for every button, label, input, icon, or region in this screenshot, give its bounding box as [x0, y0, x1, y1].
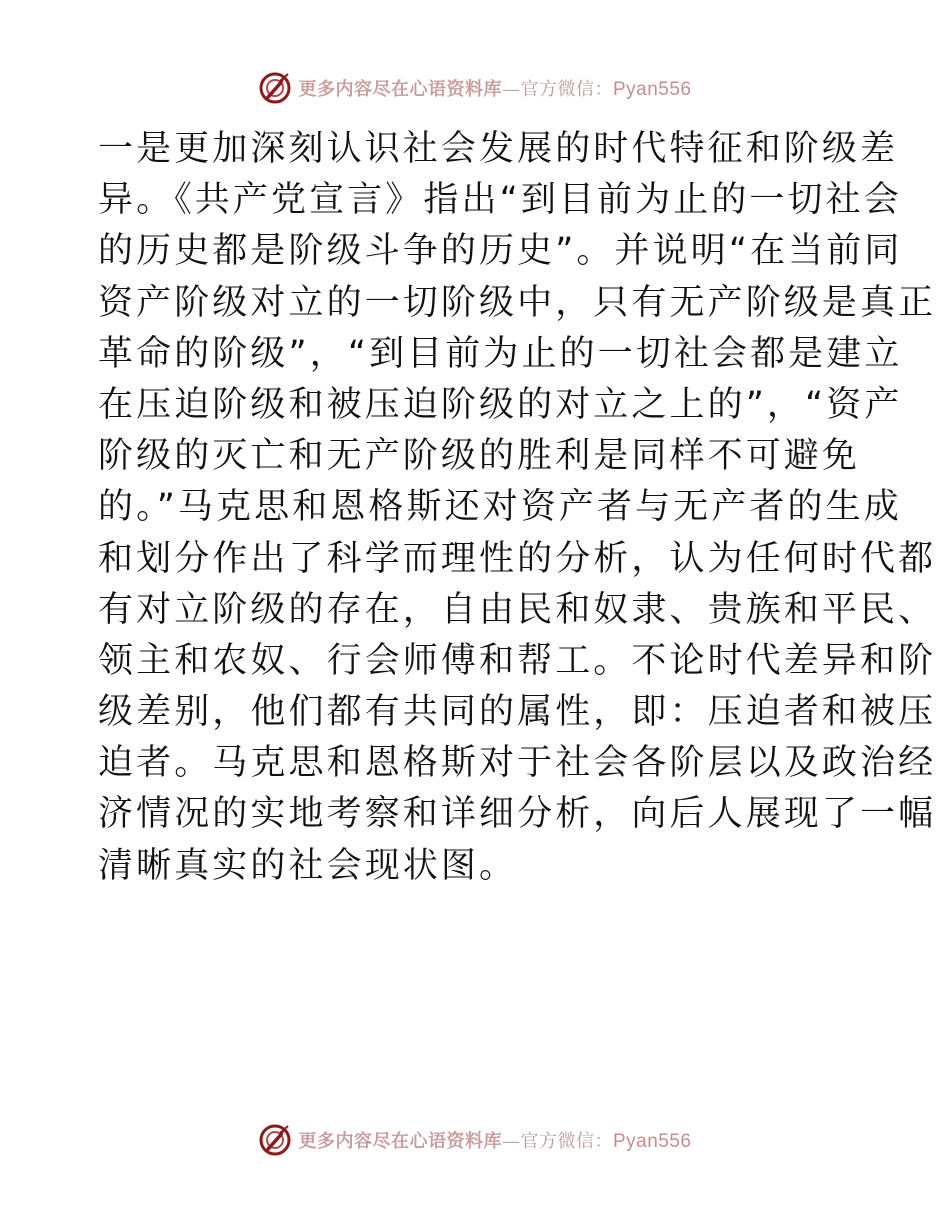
body-line: 异。《共产党宣言》指出“到目前为止的一切社会	[98, 180, 902, 221]
body-line: 一是更加深刻认识社会发展的时代特征和阶级差	[98, 129, 899, 169]
body-line: 清晰真实的社会现状图。	[98, 845, 518, 886]
body-line: 济情况的实地考察和详细分析，向后人展现了一幅	[98, 794, 937, 835]
footer-watermark	[0, 1120, 950, 1160]
body-line: 级差别，他们都有共同的属性，即：压迫者和被压	[98, 692, 937, 733]
header-watermark	[0, 68, 950, 108]
body-line: 领主和农奴、行会师傅和帮工。不论时代差异和阶	[98, 640, 937, 681]
quill-logo-icon	[258, 71, 292, 105]
body-line: 的历史都是阶级斗争的历史”。并说明“在当前同	[98, 231, 903, 272]
watermark-dash: —	[501, 79, 521, 100]
body-line: 阶级的灭亡和无产阶级的胜利是同样不可避免	[98, 436, 861, 477]
body-line: 革命的阶级”，“到目前为止的一切社会都是建立	[98, 333, 903, 374]
document-body	[98, 124, 937, 892]
body-line: 迫者。马克思和恩格斯对于社会各阶层以及政治经	[98, 743, 937, 784]
body-line: 资产阶级对立的一切阶级中，只有无产阶级是真正	[98, 282, 937, 323]
watermark-brand: 更多内容尽在心语资料库	[298, 1131, 502, 1152]
body-line: 有对立阶级的存在，自由民和奴隶、贵族和平民、	[98, 589, 937, 630]
body-line: 在压迫阶级和被压迫阶级的对立之上的”，“资产	[98, 384, 903, 425]
watermark-text	[298, 1127, 691, 1153]
watermark-wechat-id: Pyan556	[612, 79, 692, 100]
quill-logo-icon	[258, 1123, 292, 1157]
watermark-wechat-label: 官方微信：	[520, 1131, 613, 1152]
watermark-dash: —	[501, 1131, 521, 1152]
watermark-wechat-label: 官方微信：	[520, 79, 613, 100]
watermark-wechat-id: Pyan556	[612, 1131, 692, 1152]
watermark-text	[298, 75, 691, 101]
body-line: 和划分作出了科学而理性的分析，认为任何时代都	[98, 538, 937, 579]
watermark-brand: 更多内容尽在心语资料库	[298, 79, 502, 100]
body-line: 的。”马克思和恩格斯还对资产者与无产者的生成	[98, 487, 902, 528]
